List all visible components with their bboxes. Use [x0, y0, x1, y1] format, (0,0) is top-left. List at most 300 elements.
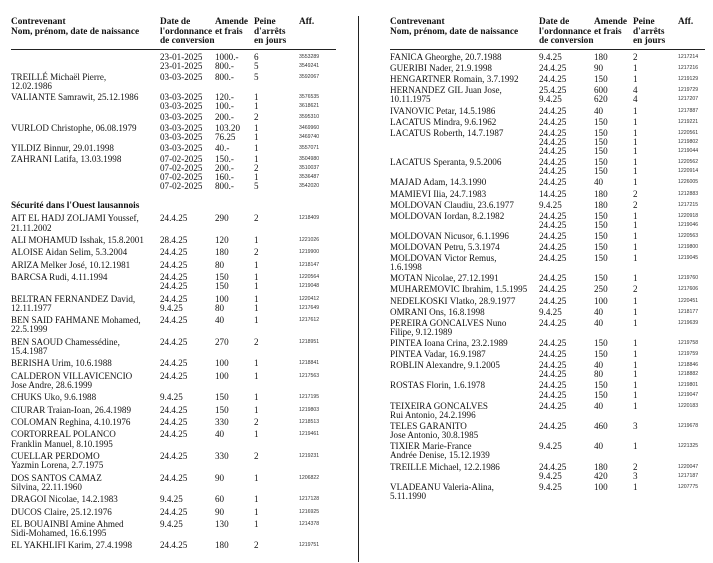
header-amende-line: Amende — [215, 17, 249, 27]
case-number: 3549241 — [299, 63, 320, 70]
contrevenant-name — [390, 422, 540, 440]
name-line: BARCSA Rudi, 4.11.1994 — [11, 272, 108, 282]
contrevenant-name — [390, 463, 540, 472]
detention-days: 1 — [254, 171, 259, 182]
table-row — [11, 295, 336, 313]
amount: 80 — [215, 302, 225, 313]
conversion-date: 9.4.25 — [539, 94, 562, 105]
detention-days: 1 — [254, 302, 259, 313]
contrevenant-name — [390, 64, 540, 73]
amount: 120.- — [215, 91, 234, 102]
contrevenant-name — [390, 201, 540, 210]
name-line: HERNANDEZ GIL Juan Jose, — [390, 85, 502, 96]
amount: 600 — [594, 85, 608, 96]
header-date — [160, 18, 215, 47]
case-number: 1220918 — [678, 212, 699, 219]
header-peine-line: en jours — [254, 36, 287, 47]
name-line: ARIZA Melker José, 10.12.1981 — [11, 259, 131, 270]
detention-days: 1 — [254, 101, 259, 112]
table-row — [390, 463, 705, 481]
table-row — [390, 381, 705, 399]
header-peine-line: Peine — [254, 17, 276, 27]
conversion-date: 24.4.25 — [539, 295, 567, 306]
contrevenant-name — [390, 483, 540, 501]
case-number: 1220183 — [678, 402, 699, 409]
name-line: 21.11.2002 — [11, 222, 52, 233]
amount: 150 — [594, 74, 608, 85]
name-line: 5.11.1990 — [390, 491, 427, 502]
conversion-date: 24.4.25 — [539, 177, 567, 188]
detention-days: 5 — [254, 181, 259, 192]
detention-days: 3 — [633, 420, 638, 431]
detention-days: 1 — [254, 472, 259, 483]
contrevenant-name — [11, 124, 161, 133]
contrevenant-name — [11, 248, 161, 257]
table-row — [390, 232, 705, 241]
name-line: MOLDOVAN Nicusor, 6.1.1996 — [390, 230, 509, 241]
name-line: ZAHRANI Latifa, 13.03.1998 — [11, 153, 122, 164]
detention-days: 1 — [633, 337, 638, 348]
amount: 330 — [215, 450, 229, 461]
name-line: DOS SANTOS CAMAZ — [11, 472, 102, 483]
case-number: 1216925 — [299, 508, 320, 515]
contrevenant-name — [11, 261, 161, 270]
conversion-date: 24.4.25 — [539, 337, 567, 348]
table-row — [11, 418, 336, 427]
amount: 80 — [594, 369, 604, 380]
contrevenant-name — [11, 430, 161, 448]
name-line: VALIANTE Samrawit, 25.12.1986 — [11, 91, 139, 102]
conversion-date: 24.4.25 — [539, 420, 567, 431]
name-line: Yazmin Lorena, 2.7.1975 — [11, 460, 104, 471]
table-row — [11, 214, 336, 232]
amount: 150 — [594, 219, 608, 230]
amount: 40 — [594, 400, 604, 411]
name-line: PINTEA Vadar, 16.9.1987 — [390, 349, 486, 360]
table-row — [11, 372, 336, 390]
name-line: Jose Antonio, 30.8.1985 — [390, 430, 479, 441]
table-row — [390, 64, 705, 73]
case-number: 1217887 — [678, 107, 699, 114]
conversion-date: 24.4.25 — [539, 146, 567, 157]
conversion-date: 24.4.25 — [539, 136, 567, 147]
name-line: BERISHA Urim, 10.6.1988 — [11, 358, 112, 369]
detention-days: 1 — [633, 349, 638, 360]
table-row — [11, 393, 336, 402]
amount: 180 — [215, 247, 229, 258]
detention-days: 2 — [254, 213, 259, 224]
conversion-date: 24.4.25 — [539, 74, 567, 85]
table-row — [390, 285, 705, 294]
name-line: YILDIZ Binnur, 29.01.1998 — [11, 142, 114, 153]
amount: 150 — [594, 349, 608, 360]
name-line: MOLDOVAN Iordan, 8.2.1982 — [390, 210, 505, 221]
table-row — [11, 406, 336, 415]
contrevenant-name — [11, 520, 161, 538]
table-row — [11, 338, 336, 356]
contrevenant-name — [11, 372, 161, 390]
conversion-date: 9.4.25 — [539, 441, 562, 452]
contrevenant-name — [390, 319, 540, 337]
contrevenant-name — [390, 308, 540, 317]
contrevenant-name — [390, 297, 540, 306]
detention-days: 1 — [633, 219, 638, 230]
detention-days: 1 — [254, 506, 259, 517]
amount: 270 — [215, 336, 229, 347]
amount: 150 — [594, 146, 608, 157]
amount: 100 — [215, 370, 229, 381]
column-divider — [358, 16, 359, 562]
header-name — [390, 18, 518, 37]
conversion-date: 24.4.25 — [539, 210, 567, 221]
amount: 330 — [215, 417, 229, 428]
contrevenant-name — [11, 452, 161, 470]
amount: 150 — [594, 242, 608, 253]
table-row — [11, 236, 336, 245]
case-number: 1219751 — [299, 542, 320, 549]
case-number: 1217214 — [678, 54, 699, 60]
name-line: EL YAKHLIFI Karim, 27.4.1998 — [11, 540, 133, 551]
header-aff-line: Aff. — [678, 17, 694, 27]
detention-days: 2 — [633, 461, 638, 472]
name-line: Jose Andre, 28.6.1999 — [11, 379, 93, 390]
case-number: 1219800 — [678, 244, 699, 251]
table-row — [390, 75, 705, 84]
case-number: 1219760 — [678, 275, 699, 282]
conversion-date: 9.4.25 — [539, 481, 562, 492]
detention-days: 1 — [254, 131, 259, 142]
amount: 90 — [215, 506, 225, 517]
right-list — [390, 53, 705, 501]
amount: 1000.- — [215, 52, 239, 62]
conversion-date: 24.4.25 — [539, 360, 567, 371]
case-number: 3469960 — [299, 124, 320, 131]
name-line: Franklin Manuel, 8.10.1995 — [11, 438, 113, 449]
detention-days: 1 — [254, 142, 259, 153]
contrevenant-name — [11, 359, 161, 368]
table-row — [390, 297, 705, 306]
conversion-date: 24.4.25 — [160, 506, 188, 517]
header-peine-line: d'arrêts — [633, 26, 665, 37]
name-line: MOTAN Nicolae, 27.12.1991 — [390, 273, 499, 284]
table-row — [390, 129, 705, 157]
table-row — [11, 144, 336, 153]
table-row — [390, 212, 705, 230]
case-number: 1219044 — [678, 148, 699, 155]
name-line: CHUKS Uko, 9.6.1988 — [11, 392, 97, 403]
case-number: 3595310 — [299, 113, 320, 120]
detention-days: 1 — [633, 389, 638, 400]
detention-days: 1 — [254, 259, 259, 270]
name-line: 15.4.1987 — [11, 345, 48, 356]
amount: 420 — [594, 470, 608, 481]
detention-days: 1 — [254, 234, 259, 245]
case-number: 1214378 — [299, 520, 320, 527]
detention-days: 2 — [633, 199, 638, 210]
case-number: 1217606 — [678, 286, 699, 293]
amount: 290 — [215, 213, 229, 224]
table-row — [11, 53, 336, 71]
name-line: TREILLE Michael, 12.2.1986 — [390, 461, 500, 472]
amount: 150 — [594, 337, 608, 348]
case-number: 1219801 — [678, 382, 699, 389]
table-row — [11, 273, 336, 291]
contrevenant-name — [390, 274, 540, 283]
table-row — [11, 124, 336, 142]
name-line: Rui Antonio, 24.2.1996 — [390, 409, 476, 420]
header-aff — [678, 18, 693, 28]
detention-days: 1 — [633, 136, 638, 147]
detention-days: 1 — [254, 281, 259, 292]
case-number: 1219729 — [678, 87, 699, 94]
table-row — [11, 508, 336, 517]
amount: 40 — [594, 105, 604, 116]
header-name-line: Nom, prénom, date de naissance — [11, 26, 140, 37]
contrevenant-name — [390, 350, 540, 359]
conversion-date: 03-03-2025 — [160, 111, 203, 122]
name-line: MOLDOVAN Claudiu, 23.6.1977 — [390, 199, 514, 210]
case-number: 1219759 — [678, 351, 699, 358]
amount: 40 — [215, 429, 225, 440]
conversion-date: 24.4.25 — [539, 400, 567, 411]
table-row — [390, 483, 705, 501]
case-number: 1217216 — [678, 65, 699, 72]
table-row — [390, 308, 705, 317]
name-line: FANICA Gheorghe, 20.7.1988 — [390, 52, 502, 62]
conversion-date: 25.4.25 — [539, 85, 567, 96]
conversion-date: 24.4.25 — [539, 349, 567, 360]
conversion-date: 24.4.25 — [539, 116, 567, 127]
header-name-line: Contrevenant — [390, 17, 445, 27]
amount: 60 — [215, 494, 225, 505]
conversion-date: 24.4.25 — [539, 230, 567, 241]
conversion-date: 9.4.25 — [160, 494, 183, 505]
left-top-list — [11, 53, 336, 191]
conversion-date: 24.4.25 — [539, 105, 567, 116]
table-row — [11, 474, 336, 492]
detention-days: 1 — [633, 146, 638, 157]
conversion-date: 24.4.25 — [539, 380, 567, 391]
case-number: 1219461 — [299, 431, 320, 438]
table-row — [390, 118, 705, 127]
detention-days: 1 — [254, 494, 259, 505]
contrevenant-name — [11, 73, 161, 91]
amount: 150 — [594, 127, 608, 138]
name-line: CIURAR Traian-Ioan, 26.4.1989 — [11, 404, 131, 415]
detention-days: 5 — [254, 71, 259, 82]
case-number: 3542020 — [299, 183, 320, 190]
case-number: 3536487 — [299, 173, 320, 180]
detention-days: 1 — [254, 392, 259, 403]
header-amende — [594, 18, 627, 37]
amount: 150 — [594, 389, 608, 400]
conversion-date: 24.4.25 — [539, 284, 567, 295]
contrevenant-name — [390, 53, 540, 62]
header-date-line: de conversion — [539, 36, 594, 47]
name-line: Silvina, 22.11.1960 — [11, 481, 82, 492]
amount: 130 — [215, 518, 229, 529]
amount: 150 — [594, 273, 608, 284]
conversion-date: 9.4.25 — [539, 52, 562, 62]
amount: 150 — [594, 230, 608, 241]
case-number: 1221026 — [299, 236, 320, 243]
case-number: 3504980 — [299, 155, 320, 162]
header-date-line: l'ordonnance — [160, 26, 213, 37]
header-amende-line: et frais — [594, 26, 622, 37]
header-amende — [215, 18, 248, 37]
name-line: ALOISE Aidan Selim, 5.3.2004 — [11, 247, 128, 258]
table-row — [11, 93, 336, 111]
conversion-date: 9.4.25 — [539, 470, 562, 481]
amount: 150 — [594, 210, 608, 221]
amount: 800.- — [215, 61, 234, 72]
conversion-date: 07-02-2025 — [160, 181, 203, 192]
name-line: TREILLÉ Michaël Pierre, — [11, 71, 107, 82]
contrevenant-name — [390, 75, 540, 84]
contrevenant-name — [390, 158, 540, 167]
header-name-line: Contrevenant — [11, 17, 66, 27]
conversion-date: 24.4.25 — [539, 63, 567, 74]
conversion-date: 03-03-2025 — [160, 131, 203, 142]
conversion-date: 07-02-2025 — [160, 162, 203, 173]
amount: 200.- — [215, 162, 234, 173]
name-line: VURLOD Christophe, 06.08.1979 — [11, 122, 137, 133]
table-row — [390, 201, 705, 210]
detention-days: 1 — [633, 127, 638, 138]
case-number: 1217612 — [299, 317, 320, 324]
conversion-date: 24.4.25 — [160, 213, 188, 224]
case-number: 1217128 — [299, 496, 320, 503]
amount: 150 — [594, 136, 608, 147]
name-line: 10.11.1975 — [390, 94, 431, 105]
name-line: GUERIBI Nader, 21.9.1998 — [390, 63, 492, 74]
detention-days: 1 — [633, 242, 638, 253]
contrevenant-name — [11, 418, 161, 427]
case-number: 1220563 — [678, 232, 699, 239]
amount: 40 — [594, 306, 604, 317]
conversion-date: 24.4.25 — [539, 273, 567, 284]
case-number: 3469740 — [299, 133, 320, 140]
contrevenant-name — [11, 155, 161, 164]
detention-days: 2 — [254, 111, 259, 122]
case-number: 1219046 — [678, 221, 699, 228]
conversion-date: 24.4.25 — [160, 247, 188, 258]
case-number: 1212883 — [678, 190, 699, 197]
detention-days: 1 — [633, 157, 638, 168]
table-row — [390, 361, 705, 379]
detention-days: 1 — [254, 293, 259, 304]
table-row — [390, 53, 705, 62]
amount: 40 — [215, 315, 225, 326]
case-number: 1219639 — [678, 319, 699, 326]
conversion-date: 23-01-2025 — [160, 61, 203, 72]
section-title: Sécurité dans l'Ouest lausannois — [11, 201, 140, 212]
detention-days: 1 — [254, 272, 259, 282]
case-number: 1207775 — [678, 483, 699, 490]
conversion-date: 24.4.25 — [539, 253, 567, 264]
name-line: TELES GARANITO — [390, 420, 467, 431]
contrevenant-name — [11, 508, 161, 517]
detention-days: 1 — [633, 306, 638, 317]
amount: 150 — [594, 157, 608, 168]
conversion-date: 24.4.25 — [160, 540, 188, 551]
contrevenant-name — [11, 474, 161, 492]
amount: 200.- — [215, 111, 234, 122]
table-row — [11, 495, 336, 504]
name-line: LACATUS Speranta, 9.5.2006 — [390, 157, 502, 168]
contrevenant-name — [390, 190, 540, 199]
conversion-date: 9.4.25 — [160, 518, 183, 529]
detention-days: 1 — [633, 210, 638, 221]
conversion-date: 24.4.25 — [160, 358, 188, 369]
conversion-date: 24.4.25 — [160, 272, 188, 282]
detention-days: 4 — [633, 85, 638, 96]
header-date-line: Date de — [160, 17, 191, 27]
header-amende-line: Amende — [594, 17, 628, 27]
detention-days: 4 — [633, 94, 638, 105]
conversion-date: 24.4.25 — [539, 389, 567, 400]
table-row — [11, 261, 336, 270]
case-number: 1218882 — [678, 371, 699, 378]
contrevenant-name — [390, 178, 540, 187]
name-line: Filipe, 9.12.1989 — [390, 326, 453, 337]
header-peine-line: en jours — [633, 36, 666, 47]
conversion-date: 24.4.25 — [539, 157, 567, 168]
amount: 80 — [215, 259, 225, 270]
case-number: 1217563 — [299, 372, 320, 379]
case-number: 1220564 — [299, 274, 320, 280]
detention-days: 2 — [254, 450, 259, 461]
table-row — [390, 243, 705, 252]
name-line: 22.5.1999 — [11, 324, 48, 335]
contrevenant-name — [11, 144, 161, 153]
detention-days: 1 — [254, 153, 259, 164]
detention-days: 1 — [633, 441, 638, 452]
name-line: IVANOVIC Petar, 14.5.1986 — [390, 105, 496, 116]
detention-days: 1 — [633, 295, 638, 306]
conversion-date: 03-03-2025 — [160, 91, 203, 102]
table-row — [11, 359, 336, 368]
table-row — [390, 274, 705, 283]
conversion-date: 24.4.25 — [539, 242, 567, 253]
case-number: 1218177 — [678, 308, 699, 315]
case-number: 1220914 — [678, 168, 699, 175]
table-row — [390, 442, 705, 460]
case-number: 1220562 — [678, 159, 699, 166]
table-row — [390, 402, 705, 420]
detention-days: 2 — [254, 336, 259, 347]
contrevenant-name — [11, 541, 161, 550]
conversion-date: 03-03-2025 — [160, 142, 203, 153]
contrevenant-name — [390, 243, 540, 252]
amount: 460 — [594, 420, 608, 431]
amount: 250 — [594, 284, 608, 295]
case-number: 1217195 — [299, 394, 320, 401]
name-line: LACATUS Roberth, 14.7.1987 — [390, 127, 504, 138]
detention-days: 1 — [633, 273, 638, 284]
table-row — [390, 319, 705, 337]
conversion-date: 24.4.25 — [160, 404, 188, 415]
amount: 90 — [215, 472, 225, 483]
amount: 40 — [594, 317, 604, 328]
amount: 150 — [594, 166, 608, 177]
conversion-date: 14.4.25 — [539, 188, 567, 199]
case-number: 3557071 — [299, 144, 320, 151]
amount: 150 — [594, 380, 608, 391]
header-rule — [390, 49, 705, 50]
case-number: 1218846 — [678, 362, 699, 369]
detention-days: 1 — [633, 369, 638, 380]
